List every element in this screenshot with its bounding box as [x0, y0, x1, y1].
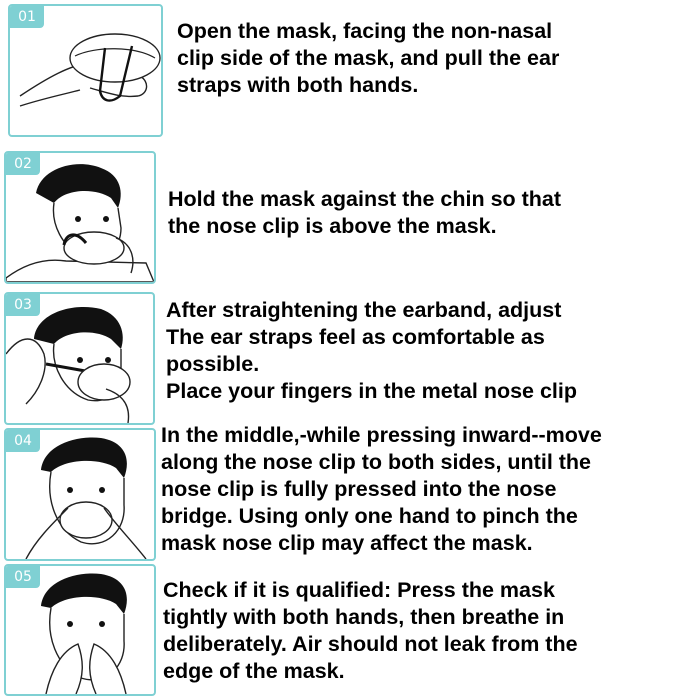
step-5-number: 05 — [6, 566, 40, 588]
step-5-text: Check if it is qualified: Press the mask tightly with both hands, then breathe in deliberately. Air should not leak from the edge of the mask. — [163, 578, 578, 683]
step-3-panel — [4, 292, 155, 425]
step-1-text: Open the mask, facing the non-nasal clip side of the mask, and pull the ear straps with both hands. — [177, 19, 560, 97]
step-2-number: 02 — [6, 153, 40, 175]
step-3-text: After straightening the earband, adjust The ear straps feel as comfortable as possible. Place your fingers in the metal nose clip — [166, 298, 578, 403]
step-1-panel — [8, 4, 163, 137]
step-4-text: In the middle,-while pressing inward--move along the nose clip to both sides, until the nose clip is fully pressed into the nose bridge. Using only one hand to pinch the mask nose clip may affect the mask. — [161, 423, 602, 555]
step-5-panel — [4, 564, 156, 696]
step-4-number: 04 — [6, 430, 40, 452]
step-2-panel — [4, 151, 156, 284]
step-4-panel — [4, 428, 156, 561]
step-2-text: Hold the mask against the chin so that the nose clip is above the mask. — [168, 187, 562, 238]
step-1-number: 01 — [10, 6, 44, 28]
step-3-number: 03 — [6, 294, 40, 316]
